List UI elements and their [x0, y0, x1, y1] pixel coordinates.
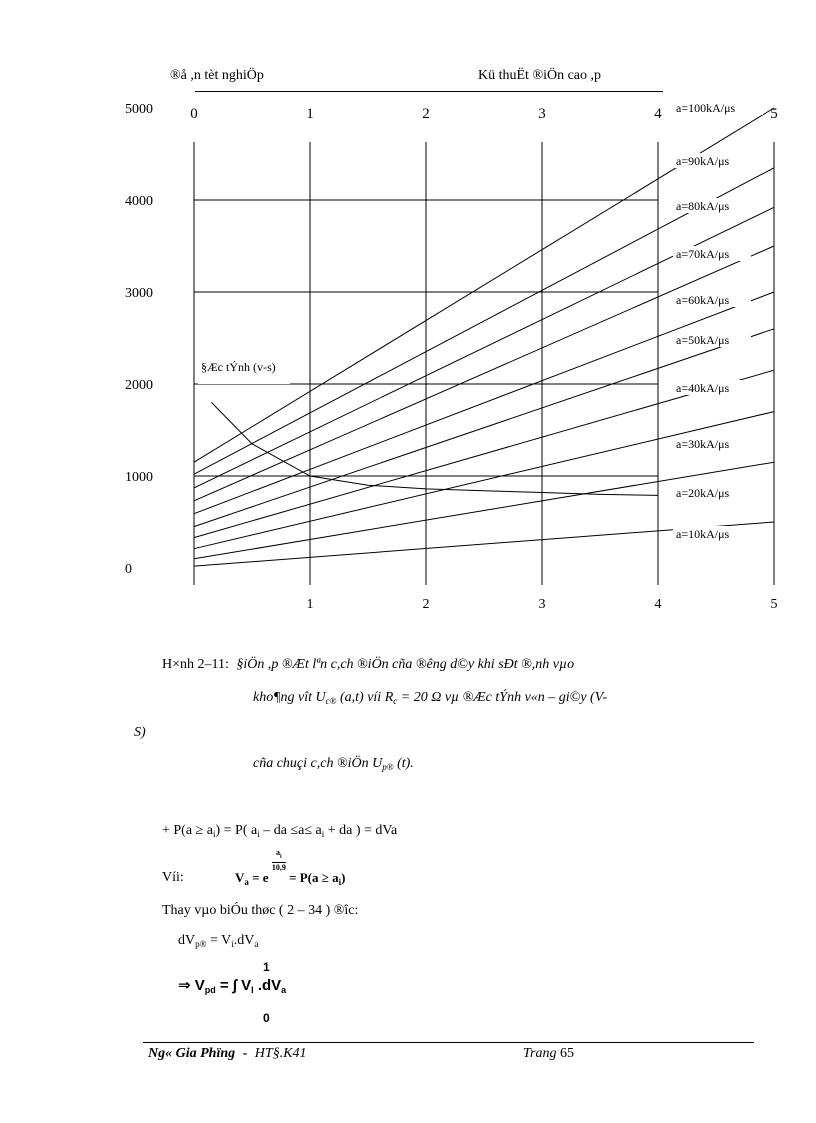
equation-probability: + $P(a \ge a_i) = P$( $a_i$ – da $\le a\le a_i$ + da ) = dVa: [162, 823, 398, 839]
series-label-3: a=80kA/μs: [676, 199, 730, 213]
y-tick-5000: 5000: [125, 102, 153, 117]
x-top-tick-3: 3: [538, 106, 546, 122]
voi-label: Víi:: [162, 870, 184, 885]
substitution-text: Thay vµo biÓu thøc ( 2 – 34 ) ®îc:: [162, 903, 359, 918]
series-label-7: a=40kA/μs: [676, 381, 730, 395]
x-top-tick-5: 5: [770, 106, 778, 122]
x-bottom-tick-4: 4: [654, 597, 662, 612]
series-label-6: a=50kA/μs: [676, 333, 730, 347]
series-label-4: a=70kA/μs: [676, 247, 730, 261]
footer-rule: [143, 1042, 754, 1043]
series-label-5: a=60kA/μs: [676, 293, 730, 307]
x-bottom-tick-1: 1: [306, 597, 314, 612]
series-label-9: a=20kA/μs: [676, 486, 730, 500]
footer: Ng« Gia Phïng - HT§.K41: [148, 1046, 307, 1061]
caption-line4: cña chuçi c,ch ®iÖn $U_{p®}$ (t).: [253, 756, 414, 772]
x-top-tick-1: 1: [306, 106, 314, 122]
footer-author: Ng« Gia Phïng: [148, 1046, 236, 1061]
header-right: Kü thuËt ®iÖn cao ,p: [478, 68, 602, 83]
footer-page: Trang 65: [523, 1046, 574, 1061]
y-tick-2000: 2000: [125, 378, 153, 393]
series-label-1: a=100kA/μs: [676, 101, 736, 115]
header-left: ®å ,n tèt nghiÖp: [170, 68, 264, 83]
x-bottom-tick-5: 5: [770, 597, 778, 612]
integral-upper: 1: [263, 960, 270, 974]
caption-line3: S): [134, 725, 146, 740]
y-tick-1000: 1000: [125, 470, 153, 485]
series-line-7: [194, 370, 774, 537]
x-top-tick-2: 2: [422, 106, 430, 122]
x-top-tick-0: 0: [190, 106, 198, 122]
equation-dvpd: $dV_{p®} = V_i.dV_a$: [178, 933, 259, 949]
equation-vpd: ⇒ $V_{pd}$ = ∫ $V_I$ $.dV_a$: [178, 977, 287, 995]
x-bottom-tick-2: 2: [422, 597, 430, 612]
vs-curve-label: §Æc tÝnh (v-s): [201, 360, 276, 374]
equation-va: $V_a = e$ $\frac{a_i}{10,9}$ = $P(a \ge a_i)$: [235, 848, 346, 887]
footer-class: HT§.K41: [254, 1046, 307, 1061]
y-tick-0: 0: [125, 562, 132, 577]
caption-line2: kho¶ng vît $U_{c®}$ (a,t) víi $R_c = 20$ Ω vµ ®Æc tÝnh v«n – gi©y (V-: [253, 690, 608, 706]
x-bottom-tick-3: 3: [538, 597, 546, 612]
y-tick-3000: 3000: [125, 286, 153, 301]
integral-lower: 0: [263, 1011, 270, 1025]
series-label-2: a=90kA/μs: [676, 154, 730, 168]
figure-caption: [162, 657, 574, 673]
x-top-tick-4: 4: [654, 106, 662, 122]
caption-line1: §iÖn ,p ®Æt lªn c,ch ®iÖn cña ®êng d©y khi sÐt ®,nh vµo: [236, 657, 575, 672]
caption-label: H×nh 2–11:: [162, 657, 229, 672]
series-label-8: a=30kA/μs: [676, 437, 730, 451]
y-tick-4000: 4000: [125, 194, 153, 209]
series-label-10: a=10kA/μs: [676, 527, 730, 541]
